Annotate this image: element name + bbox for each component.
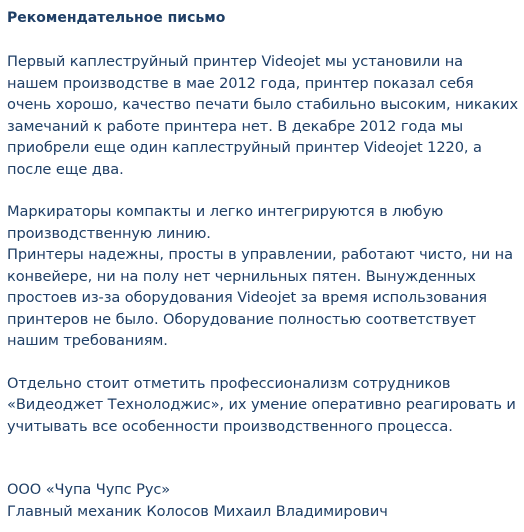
letter-title: Рекомендательное письмо — [7, 10, 226, 26]
paragraph-spacer — [7, 180, 519, 201]
signature-company: ООО «Чупа Чупс Рус» — [7, 481, 171, 498]
signature-spacer — [7, 437, 519, 479]
letter-document — [7, 8, 519, 528]
paragraph-staff-professionalism: Отдельно стоит отметить профессионализм сотрудников «Видеоджет Технолоджис», их умение оперативно реагировать и учитывать все особенности производственного процесса. — [7, 374, 516, 435]
paragraph-spacer — [7, 352, 519, 373]
paragraph-printer-installation: Первый каплеструйный принтер Videojet мы установили на нашем производстве в мае 2012 года, принтер показал себя очень хорошо, качество печати было стабильно высоким, никаких замечаний к работе принтера нет. В декабре 2012 года мы приобрели еще один каплеструйный принтер Videojet 1220, а после еще два. — [7, 53, 519, 178]
signature-person: Главный механик Колосов Михаил Владимирович — [7, 502, 388, 520]
paragraph-printers-reliable: Принтеры надежны, просты в управлении, работают чисто, ни на конвейере, ни на полу нет чернильных пятен. Вынужденных простоев из-за оборудования Videojet за время использования принтеров не было. Оборудование полностью соответствует нашим требованиям. — [7, 246, 513, 349]
paragraph-markers-compact: Маркираторы компакты и легко интегрируются в любую производственную линию. — [7, 203, 444, 242]
